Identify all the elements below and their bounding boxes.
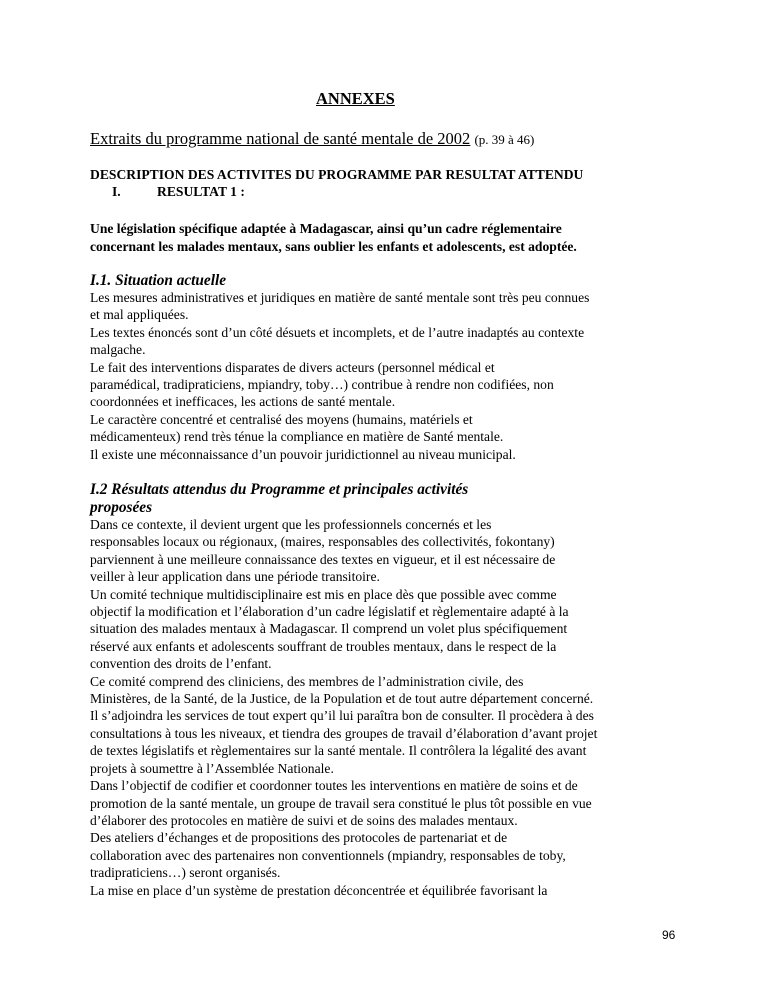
section1-body bbox=[90, 289, 660, 463]
objective-line: concernant les malades mentaux, sans oublier les enfants et adolescents, est adoptée. bbox=[90, 239, 577, 254]
text-line: paramédical, tradipraticiens, mpiandry, toby…) contribue à rendre non codifiées, non bbox=[90, 377, 554, 393]
result-label: RESULTAT 1 : bbox=[157, 184, 245, 199]
result-heading bbox=[112, 184, 245, 200]
description-title: DESCRIPTION DES ACTIVITES DU PROGRAMME PAR RESULTAT ATTENDU bbox=[90, 167, 584, 182]
page-number: 96 bbox=[662, 928, 676, 942]
text-line: réservé aux enfants et adolescents souffrant de troubles mentaux, dans le respect de la bbox=[90, 638, 557, 654]
text-line: Dans ce contexte, il devient urgent que les professionnels concernés et les bbox=[90, 517, 492, 532]
text-line: Des ateliers d’échanges et de propositions des protocoles de partenariat et de bbox=[90, 830, 508, 846]
text-line: parviennent à une meilleure connaissance des textes en vigueur, et il est nécessaire de bbox=[90, 551, 556, 567]
text-line: de textes législatifs et règlementaires sur la santé mentale. Il contrôlera la légalité des avant bbox=[90, 743, 587, 759]
text-line: objectif la modification et l’élaboration d’un cadre législatif et règlementaire adapté à la bbox=[90, 604, 569, 620]
text-line: collaboration avec des partenaires non conventionnels (mpiandry, responsables de toby, bbox=[90, 847, 566, 863]
section2-title-line: I.2 Résultats attendus du Programme et principales activités bbox=[90, 481, 469, 498]
text-line: convention des droits de l’enfant. bbox=[90, 656, 272, 672]
text-line: malgache. bbox=[90, 342, 146, 358]
text-line: situation des malades mentaux à Madagascar. Il comprend un volet plus spécifiquement bbox=[90, 621, 568, 637]
text-line: projets à soumettre à l’Assemblée Nationale. bbox=[90, 760, 334, 776]
text-line: Dans l’objectif de codifier et coordonner toutes les interventions en matière de soins et de bbox=[90, 778, 578, 794]
source-pages: (p. 39 à 46) bbox=[474, 132, 535, 147]
text-line: Il s’adjoindra les services de tout expert qu’il lui paraîtra bon de consulter. Il procèdera à des bbox=[90, 708, 594, 724]
source-title bbox=[90, 129, 534, 149]
text-line: Le fait des interventions disparates de divers acteurs (personnel médical et bbox=[90, 359, 495, 375]
text-line: consultations à tous les niveaux, et tiendra des groupes de travail d’élaboration d’avant projet bbox=[90, 725, 598, 741]
text-line: Les mesures administratives et juridiques en matière de santé mentale sont très peu connues bbox=[90, 290, 590, 305]
text-line: Le caractère concentré et centralisé des moyens (humains, matériels et bbox=[90, 411, 473, 427]
text-line: tradipraticiens…) seront organisés. bbox=[90, 865, 281, 881]
section2-title-line: proposées bbox=[90, 499, 153, 516]
text-line: responsables locaux ou régionaux, (maires, responsables des collectivités, fokontany) bbox=[90, 534, 555, 550]
text-line: d’élaborer des protocoles en matière de suivi et de soins des malades mentaux. bbox=[90, 812, 518, 828]
text-line: médicamenteux) rend très ténue la compliance en matière de Santé mentale. bbox=[90, 429, 504, 445]
text-line: La mise en place d’un système de prestation déconcentrée et équilibrée favorisant la bbox=[90, 882, 548, 898]
text-line: Ministères, de la Santé, de la Justice, de la Population et de tout autre département concerné. bbox=[90, 691, 594, 707]
annex-heading: ANNEXES bbox=[316, 89, 395, 108]
text-line: coordonnées et inefficaces, les actions de santé mentale. bbox=[90, 394, 396, 410]
source-title-text: Extraits du programme national de santé mentale de 2002 bbox=[90, 129, 471, 148]
text-line: veiller à leur application dans une période transitoire. bbox=[90, 569, 380, 585]
text-line: et mal appliquées. bbox=[90, 307, 189, 323]
result-number: I. bbox=[112, 184, 121, 199]
objective-line: Une législation spécifique adaptée à Madagascar, ainsi qu’un cadre réglementaire bbox=[90, 221, 562, 236]
text-line: Un comité technique multidisciplinaire est mis en place dès que possible avec comme bbox=[90, 586, 557, 602]
text-line: promotion de la santé mentale, un groupe de travail sera constitué le plus tôt possible en vue bbox=[90, 795, 592, 811]
section1-title: I.1. Situation actuelle bbox=[90, 272, 226, 289]
text-line: Les textes énoncés sont d’un côté désuets et incomplets, et de l’autre inadaptés au contexte bbox=[90, 324, 585, 340]
text-line: Ce comité comprend des cliniciens, des membres de l’administration civile, des bbox=[90, 673, 524, 689]
section2-title bbox=[90, 481, 650, 517]
section2-body bbox=[90, 516, 660, 899]
text-line: Il existe une méconnaissance d’un pouvoir juridictionnel au niveau municipal. bbox=[90, 446, 516, 462]
objective-statement bbox=[90, 220, 690, 256]
